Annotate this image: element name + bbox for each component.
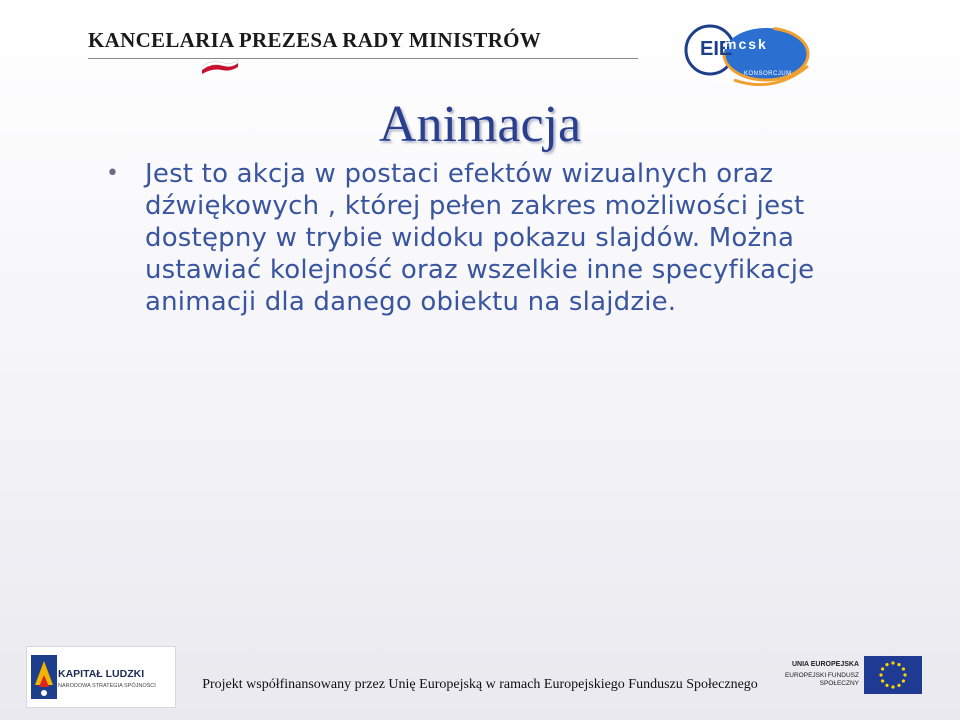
polish-flag-icon <box>200 60 240 76</box>
bullet-icon: • <box>106 161 119 186</box>
eie-mark: EIE <box>700 38 733 60</box>
kapital-ludzki-subtitle: NARODOWA STRATEGIA SPÓJNOŚCI <box>58 683 156 689</box>
slide-title: Animacja <box>378 96 582 153</box>
eu-subtitle: EUROPEJSKI FUNDUSZ SPOŁECZNY <box>784 672 859 687</box>
eu-title: UNIA EUROPEJSKA <box>791 661 859 668</box>
header-title: KANCELARIA PREZESA RADY MINISTRÓW <box>88 28 542 52</box>
eu-flag-icon <box>864 656 922 694</box>
slide-body-text: Jest to akcja w postaci efektów wizualnych oraz dźwiękowych , której pełen zakres możliwości jest dostępny w trybie widoku pokazu slajdów. Można ustawiać kolejność oraz wszelkie inne specyfikacje animacji dla danego obiektu na slajdzie. <box>145 159 815 317</box>
header-rule <box>88 58 638 59</box>
kapital-ludzki-title: KAPITAŁ LUDZKI <box>58 668 145 680</box>
kapital-ludzki-emblem-icon <box>31 655 57 699</box>
konsorcjum-label: KONSORCJUM <box>744 71 792 77</box>
mcsk-label: mcsk <box>724 36 768 52</box>
footer-funding-text: Projekt współfinansowany przez Unię Europejską w ramach Europejskiego Funduszu Społecznego <box>202 677 758 692</box>
